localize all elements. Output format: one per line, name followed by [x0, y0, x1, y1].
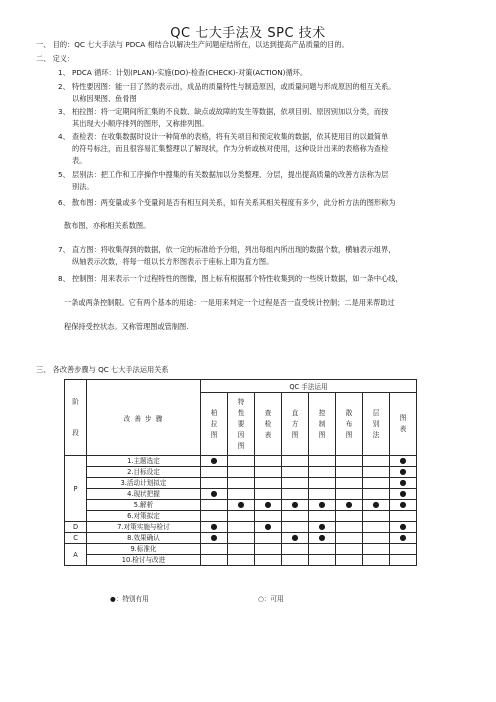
- tool-header-fishbone: 特 性 要 因 图: [228, 393, 255, 456]
- legend-special-useful: ●：特别有用: [110, 595, 149, 603]
- mark-cell: ●: [228, 500, 255, 511]
- mark-cell: ●: [390, 478, 417, 489]
- mark-cell: [363, 522, 390, 533]
- mark-cell: [363, 511, 390, 522]
- table-row: [65, 555, 417, 566]
- mark-cell: [228, 511, 255, 522]
- tool-header-chart: 图 表: [390, 393, 417, 456]
- tool-header-scatter: 散 布 图: [336, 393, 363, 456]
- mark-cell: [255, 544, 282, 555]
- item-7-line-1: 7、 直方图：将收集得到的数据，依一定的标准给予分组，列出每组内所出现的数据个数，横轴表示组界，: [58, 245, 396, 254]
- tool-header-checksheet: 查 检 表: [255, 393, 282, 456]
- mark-cell: [336, 522, 363, 533]
- table-row: [65, 544, 417, 555]
- mark-cell: [336, 467, 363, 478]
- legend-usable: ○：可用: [258, 595, 284, 603]
- mark-cell: [309, 456, 336, 467]
- step-cell: 4.现状把握: [87, 489, 201, 500]
- item-4-line-3: 表。: [72, 156, 87, 165]
- mark-cell: ●: [390, 533, 417, 544]
- item-6-line-1: 6、 散布图：两变量或多个变量间是否有相互间关系，如有关系其相关程度有多少，此分析方法的图形称为: [58, 198, 396, 207]
- mark-cell: [336, 456, 363, 467]
- mark-cell: [228, 555, 255, 566]
- table-row: [65, 511, 417, 522]
- mark-cell: ●: [390, 467, 417, 478]
- mark-cell: [228, 544, 255, 555]
- tool-header-histogram: 直 方 图: [282, 393, 309, 456]
- stage-cell: D: [65, 522, 87, 533]
- mark-cell: [309, 478, 336, 489]
- item-4-line-1: 4、 查检表：在收集数据时设计一种简单的表格，将有关项目和预定收集的数据，依其使用目的以最简单: [58, 132, 389, 141]
- step-cell: 10.检讨与改进: [87, 555, 201, 566]
- step-cell: 5.解析: [87, 500, 201, 511]
- item-5-line-2: 别法。: [72, 182, 94, 191]
- mark-cell: [363, 489, 390, 500]
- mark-cell: ●: [201, 522, 228, 533]
- step-cell: 2.目标设定: [87, 467, 201, 478]
- section-3-heading: 三、 各改善步骤与 QC 七大手法运用关系: [36, 365, 169, 374]
- mark-cell: [363, 467, 390, 478]
- mark-cell: [336, 489, 363, 500]
- mark-cell: [282, 489, 309, 500]
- stage-header: 阶 段: [65, 380, 87, 456]
- table-row: [65, 533, 417, 544]
- table-row: [65, 478, 417, 489]
- mark-cell: ●: [390, 500, 417, 511]
- stage-cell: A: [65, 544, 87, 566]
- mark-cell: [282, 456, 309, 467]
- mark-cell: ●: [363, 500, 390, 511]
- mark-cell: [363, 456, 390, 467]
- tool-header-stratification: 层 别 法: [363, 393, 390, 456]
- mark-cell: [201, 478, 228, 489]
- steps-header: 改 善 步 骤: [87, 380, 201, 456]
- tool-header-control-chart: 控 制 图: [309, 393, 336, 456]
- mark-cell: ●: [201, 489, 228, 500]
- mark-cell: [309, 511, 336, 522]
- mark-cell: [255, 511, 282, 522]
- mark-cell: ●: [309, 522, 336, 533]
- mark-cell: ●: [309, 533, 336, 544]
- definition-heading: 二、 定义：: [36, 54, 75, 63]
- mark-cell: ●: [201, 533, 228, 544]
- mark-cell: [309, 544, 336, 555]
- mark-cell: [201, 544, 228, 555]
- mark-cell: [255, 555, 282, 566]
- item-2-line-2: 以称因果图、鱼骨图: [72, 94, 137, 103]
- mark-cell: [309, 467, 336, 478]
- item-4-line-2: 的符号标注，而且很容易汇集整理以了解现状，作为分析或核对使用，这种设计出来的表格称为查检: [72, 144, 389, 153]
- mark-cell: [201, 467, 228, 478]
- mark-cell: [390, 544, 417, 555]
- mark-cell: [336, 544, 363, 555]
- mark-cell: [228, 533, 255, 544]
- mark-cell: ●: [309, 500, 336, 511]
- stage-cell: P: [65, 456, 87, 522]
- step-cell: 6.对策拟定: [87, 511, 201, 522]
- step-cell: 7.对策实施与检讨: [87, 522, 201, 533]
- mark-cell: [336, 555, 363, 566]
- item-8-line-3: 程保持受控状态。又称管理图或管制图.: [64, 322, 189, 331]
- mark-cell: [255, 467, 282, 478]
- qc-tools-table: [64, 379, 417, 566]
- qc-group-header: QC 手法运用: [201, 380, 417, 393]
- mark-cell: [363, 478, 390, 489]
- item-7-line-2: 纵轴表示次数，将每一组以长方形图表示于座标上即为直方图。: [72, 257, 274, 266]
- page-title: QC 七大手法及 SPC 技术: [170, 26, 326, 41]
- item-8-line-2: 一条或两条控制限。它有两个基本的用途：一是用来判定一个过程是否一直受统计控制；二是用来帮助过: [64, 298, 395, 307]
- mark-cell: ●: [282, 500, 309, 511]
- mark-cell: [255, 489, 282, 500]
- mark-cell: ●: [255, 522, 282, 533]
- mark-cell: [363, 544, 390, 555]
- item-6-line-2: 散布图，亦称相关系数图。: [64, 221, 151, 230]
- table-row: [65, 500, 417, 511]
- step-cell: 8.效果确认: [87, 533, 201, 544]
- mark-cell: ●: [255, 500, 282, 511]
- item-3-line-2: 其出现大小顺序排列的图形，又称排列图。: [72, 119, 209, 128]
- item-8-line-1: 8、 控制图：用来表示一个过程特性的图像，图上标有根据那个特性收集到的一些统计数据，如一条中心线，: [58, 274, 403, 283]
- table-row: [65, 456, 417, 467]
- mark-cell: [363, 533, 390, 544]
- table-row: [65, 522, 417, 533]
- mark-cell: [228, 478, 255, 489]
- mark-cell: [309, 489, 336, 500]
- mark-cell: [201, 500, 228, 511]
- item-2-line-1: 2、 特性要因图：能一目了然的表示出，成品的质量特性与制造原因，或质量问题与形成原因的相互关系。: [58, 82, 396, 91]
- mark-cell: [228, 489, 255, 500]
- tool-header-pareto: 柏 拉 图: [201, 393, 228, 456]
- mark-cell: [255, 456, 282, 467]
- mark-cell: [255, 478, 282, 489]
- mark-cell: [282, 555, 309, 566]
- mark-cell: [390, 555, 417, 566]
- stage-cell: C: [65, 533, 87, 544]
- mark-cell: [201, 555, 228, 566]
- step-cell: 1.主题选定: [87, 456, 201, 467]
- mark-cell: [390, 511, 417, 522]
- item-1-line-1: 1、 PDCA 循环：计划(PLAN)-实施(DO)-检查(CHECK)-对策(ACTION)循环。: [58, 68, 308, 77]
- mark-cell: [255, 533, 282, 544]
- mark-cell: [201, 511, 228, 522]
- mark-cell: ●: [390, 489, 417, 500]
- mark-cell: [363, 555, 390, 566]
- table-row: [65, 467, 417, 478]
- mark-cell: [228, 522, 255, 533]
- item-3-line-1: 3、 柏拉图：将一定期间所汇集的不良数、缺点或故障的发生等数据，依项目别、原因别加以分类，而按: [58, 107, 389, 116]
- mark-cell: [282, 467, 309, 478]
- mark-cell: [282, 511, 309, 522]
- mark-cell: [309, 555, 336, 566]
- mark-cell: [282, 544, 309, 555]
- table-row: [65, 489, 417, 500]
- mark-cell: [282, 478, 309, 489]
- mark-cell: ●: [201, 456, 228, 467]
- mark-cell: ●: [336, 500, 363, 511]
- purpose-line: 一、 目的：QC 七大手法与 PDCA 相结合以解决生产问题症结所在，以达到提高产品质量的目的。: [36, 40, 349, 49]
- mark-cell: ●: [390, 456, 417, 467]
- step-cell: 9.标准化: [87, 544, 201, 555]
- mark-cell: [282, 522, 309, 533]
- mark-cell: [336, 478, 363, 489]
- item-5-line-1: 5、 层别法：把工作和工序操作中搜集的有关数据加以分类整理、分层，提出提高质量的改善方法称为层: [58, 170, 389, 179]
- mark-cell: ●: [282, 533, 309, 544]
- mark-cell: [228, 456, 255, 467]
- mark-cell: [228, 467, 255, 478]
- mark-cell: [336, 511, 363, 522]
- mark-cell: ●: [390, 522, 417, 533]
- mark-cell: [336, 533, 363, 544]
- step-cell: 3.活动计划拟定: [87, 478, 201, 489]
